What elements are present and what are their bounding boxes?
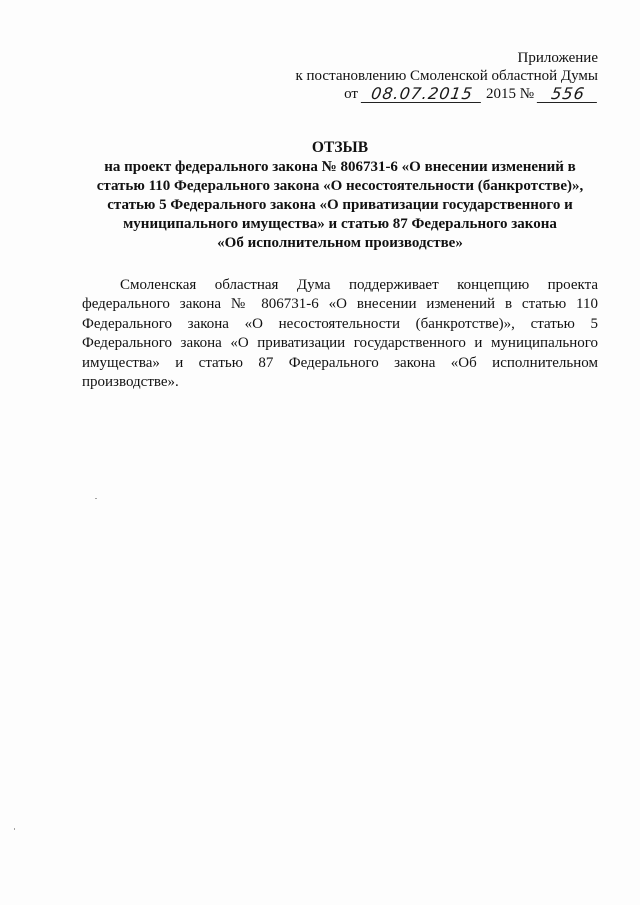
year-and-number-label: 2015 № (485, 86, 534, 102)
appendix-header (295, 49, 598, 103)
title-line: на проект федерального закона № 806731-6 «О внесении изменений в (104, 159, 576, 175)
body-line: Федерального закона «О приватизации государственного и муниципального (82, 335, 598, 352)
title-line: статью 5 Федерального закона «О приватизации государственного и (107, 197, 573, 213)
date-prefix: от (344, 86, 358, 102)
handwritten-date: 08.07.2015 (361, 86, 483, 103)
title-line: статью 110 Федерального закона «О несостоятельности (банкротстве)», (96, 178, 584, 194)
handwritten-number: 556 (537, 86, 599, 103)
body-line: федерального закона № 806731-6 «О внесении изменений в статью 110 (82, 296, 598, 313)
appendix-date-line (344, 85, 598, 103)
title-line: «Об исполнительном производстве» (217, 235, 463, 251)
body-line: производстве». (82, 374, 179, 391)
body-line: Смоленская областная Дума поддерживает концепцию проекта (120, 277, 598, 293)
title-heading: ОТЗЫВ (311, 139, 369, 156)
scan-speck (95, 498, 97, 499)
document-title (60, 138, 620, 253)
body-line: имущества» и статью 87 Федерального закона «Об исполнительном (82, 354, 598, 371)
appendix-resolution-reference: к постановлению Смоленской областной Думы (295, 68, 598, 84)
scan-speck (14, 828, 15, 830)
body-paragraph (82, 276, 598, 392)
appendix-label: Приложение (517, 50, 598, 66)
title-line: муниципального имущества» и статью 87 Федерального закона (123, 216, 557, 232)
body-line: Федерального закона «О несостоятельности (банкротстве)», статью 5 (82, 315, 598, 332)
